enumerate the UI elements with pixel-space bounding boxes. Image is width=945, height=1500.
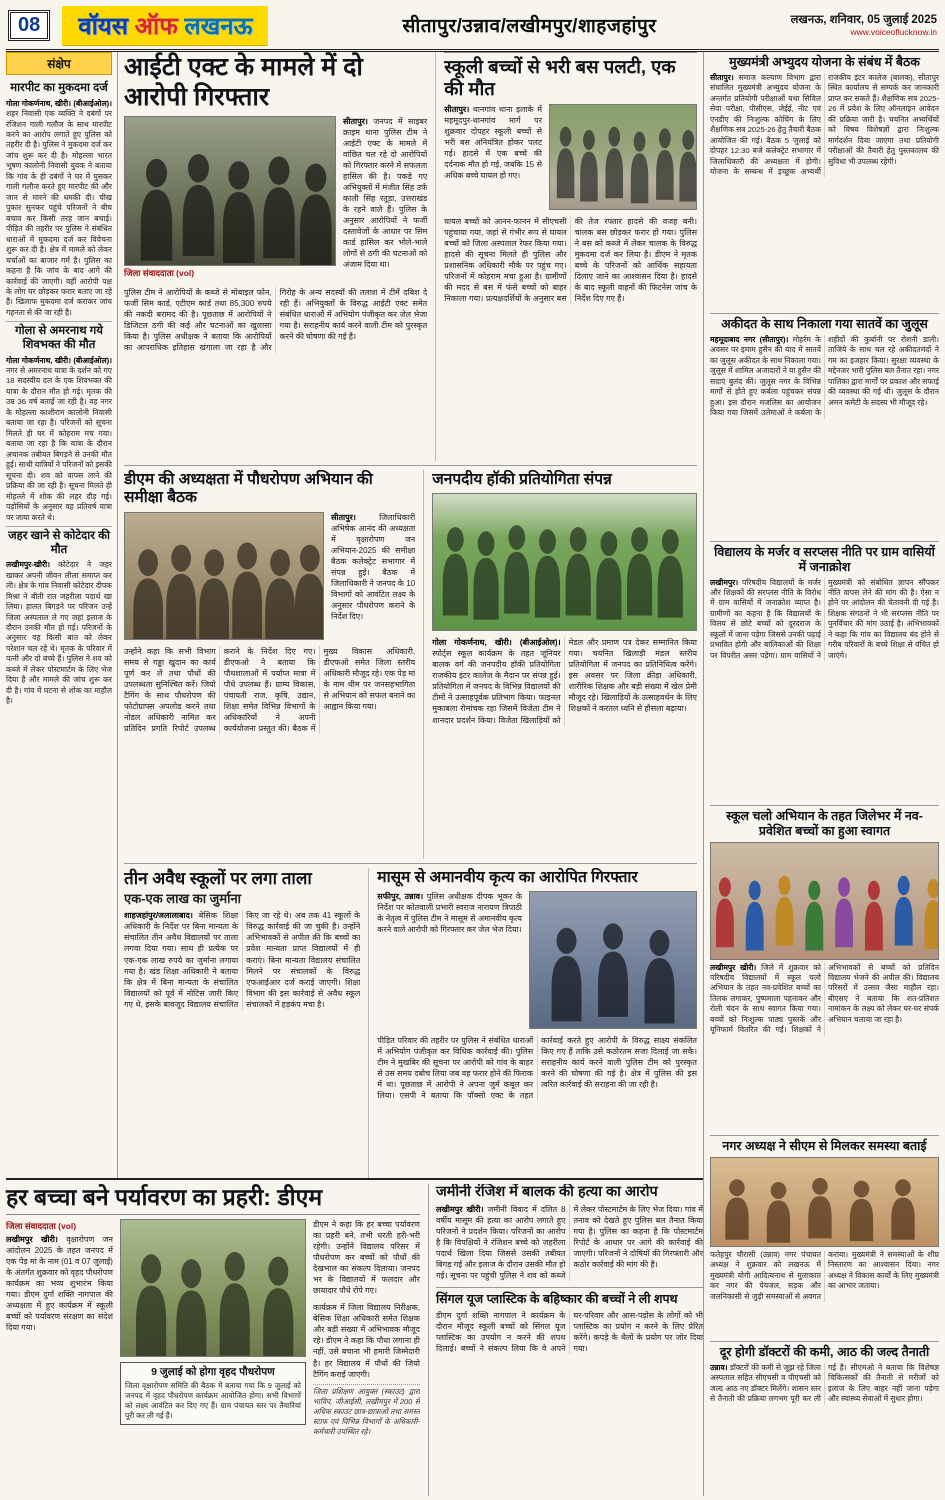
article-body-rest: पीड़ित परिवार की तहरीर पर पुलिस ने संबंधित धाराओं में अभियोग पंजीकृत कर विधिक कार्रवाई की। पुलिस टीम ने मुखबिर की सूचना पर आरोपी को गांव के बाहर से उस समय दबोच लिया जब वह फरार होने की फिराक में था। पूछताछ में आरोपी ने अपना जुर्म कबूल कर लिया। एसपी ने बताया कि पॉक्सो एक्ट के तहत कार्रवाई करते हुए आरोपी के विरुद्ध साक्ष्य संकलित किए गए हैं ताकि उसे कठोरतम सजा दिलाई जा सके। सराहनीय कार्य करने वाली पुलिस टीम को पुरस्कृत करने की घोषणा की गई है। क्षेत्र में पुलिस की इस त्वरित कार्रवाई की सराहना की जा रही है। (377, 1036, 697, 1101)
article-subhead: एक-एक लाख का जुर्माना (124, 891, 242, 907)
edition-region-line: सीतापुर/उन्नाव/लखीमपुर/शाहजहांपुर (402, 16, 657, 37)
article-body-rest: उन्होंने कहा कि सभी विभाग समय से गड्ढा खुदान का कार्य पूर्ण कर लें तथा पौधों की उपलब्धता सुनिश्चित करें। जियो टैगिंग के साथ पौधरोपण की फोटोग्राफ्स अपलोड करने तथा नोडल अधिकारी नामित कर प्रतिदिन प्रगति रिपोर्ट उपलब्ध कराने के निर्देश दिए गए। डीएफओ ने बताया कि पौधशालाओं में पर्याप्त मात्रा में पौधे उपलब्ध हैं। ग्राम्य विकास, पंचायती राज, कृषि, उद्यान, शिक्षा समेत विभिन्न विभागों के अधिकारियों ने अपनी कार्ययोजना प्रस्तुत की। बैठक में मुख्य विकास अधिकारी, डीएफओ समेत जिला स्तरीय अधिकारी मौजूद रहे। एक पेड़ मां के नाम थीम पर जनसहभागिता से अभियान को सफल बनाने का आह्वान किया गया। (124, 646, 416, 733)
masthead-word-3: लखनऊ (184, 12, 253, 40)
crowd-silhouette-graphic (530, 919, 696, 1028)
brief-headline: गोला से अमरनाथ गये शिवभक्त की मौत (15, 325, 103, 351)
article-body: जिले में शुक्रवार को परिषदीय विद्यालयों में स्कूल चलो अभियान के तहत नव-प्रवेशित बच्चों का तिलक लगाकर, पुष्पमाला पहनाकर और रोली चंदन के साथ स्वागत किया गया। बच्चों को निःशुल्क पाठ्य पुस्तकें और यूनिफार्म वितरित की गईं। शिक्षकों ने अभिभावकों से बच्चों को प्रतिदिन विद्यालय भेजने की अपील की। विद्यालय परिसरों में उत्सव जैसा माहौल रहा। बीएसए ने बताया कि शत-प्रतिशत नामांकन के लक्ष्य को लेकर घर-घर संपर्क अभियान चलाया जा रहा है। (710, 962, 939, 1035)
article-plastic-boycott-oath (436, 1281, 703, 1354)
article-body: डीएम दुर्गा शक्ति नागपाल ने कार्यक्रम के दौरान मौजूद स्कूली बच्चों को सिंगल यूज प्लास्टिक का उपयोग न करने की शपथ दिलाई। बच्चों ने संकल्प लिया कि वे अपने घर-परिवार और आस-पड़ोस के लोगों को भी प्लास्टिक का प्रयोग न करने के लिए प्रेरित करेंगे। कपड़े के थैलों के प्रयोग पर जोर दिया गया। (435, 1311, 703, 1354)
article-headline: तीन अवैध स्कूलों पर लगा ताला (124, 869, 312, 888)
crowd-silhouette-graphic (711, 1175, 938, 1245)
article-body-rest: पुलिस टीम ने आरोपियों के कब्जे से मोबाइल फोन, फर्जी सिम कार्ड, एटीएम कार्ड तथा 85,300 रुपये की नकदी बरामद की है। पूछताछ में आरोपियों ने डिजिटल ठगी की कई और घटनाओं का खुलासा किया है। पुलिस अधीक्षक ने बताया कि आरोपियों का आपराधिक इतिहास खंगाला जा रहा है और गिरोह के अन्य सदस्यों की तलाश में टीमें दबिश दे रही हैं। अभियुक्तों के विरुद्ध आईटी एक्ट समेत संबंधित धाराओं में अभियोग पंजीकृत कर जेल भेजा गया है। सराहनीय कार्य करने वाली टीम को पुरस्कृत करने की घोषणा की गई है। (124, 288, 428, 353)
dateline: लखीमपुर खीरी। (710, 962, 757, 972)
article-body: बेसिक शिक्षा अधिकारी के निर्देश पर बिना मान्यता के संचालित तीन अवैध विद्यालयों पर ताला लगवा दिया गया। साथ ही प्रत्येक पर एक-एक लाख रुपये का जुर्माना लगाया गया है। खंड शिक्षा अधिकारी ने बताया कि क्षेत्र में बिना मान्यता के संचालित विद्यालयों को पूर्व में नोटिस जारी किए गए थे, इसके बावजूद विद्यालय संचालित किए जा रहे थे। अब तक 41 स्कूलों के विरुद्ध कार्रवाई की जा चुकी है। उन्होंने अभिभावकों से अपील की कि बच्चों का प्रवेश मान्यता प्राप्त विद्यालयों में ही कराएं। बिना मान्यता विद्यालय संचालित मिलने पर संचालकों के विरुद्ध एफआईआर दर्ज कराई जाएगी। शिक्षा विभाग की इस कार्रवाई से अवैध स्कूल संचालकों में हड़कंप मचा है। (124, 911, 361, 1009)
brief-headline: जहर खाने से कोटेदार की मौत (8, 530, 110, 556)
crowd-silhouette-graphic (433, 521, 696, 630)
article-plantation-review-meeting (124, 470, 415, 859)
brief-body: कोटेदार ने जहर खाकर अपनी जीवन लीला समाप्त कर ली। क्षेत्र के गांव निवासी कोटेदार दीपक मिश्रा ने बीती रात जहरीला पदार्थ खा लिया। हालत बिगड़ने पर परिजन उन्हें जिला अस्पताल ले गए जहां इलाज के दौरान उनकी मौत हो गई। परिजनों के अनुसार वह किसी बात को लेकर परेशान चल रहे थे। मृतक के परिवार में पत्नी और दो बच्चे हैं। पुलिस ने शव को कब्जे में लेकर पोस्टमार्टम के लिए भेज दिया है और मामले की जांच शुरू कर दी है। गांव में घटना से शोक का माहौल है। (6, 560, 112, 706)
brief-body: नगर से अमरनाथ यात्रा के दर्शन को गए 18 सदस्यीय दल के एक शिवभक्त की यात्रा के दौरान मौत हो गई। मृतक की उम्र 36 वर्ष बताई जा रही है। वह नगर के मोहल्ला काशीराम कालोनी निवासी बताया जा रहा है। परिजनों को सूचना मिलते ही घर में कोहराम मच गया। बताया जा रहा है कि यात्रा के दौरान अचानक तबीयत बिगड़ने से उनकी मौत हुई। साथी यात्रियों ने परिजनों को इसकी सूचना दी। शव को वापस लाने की प्रक्रिया की जा रही है। सूचना मिलते ही मोहल्ले में शोक की लहर दौड़ गई। पड़ोसियों के अनुसार वह प्रतिवर्ष यात्रा पर जाया करते थे। (6, 366, 112, 522)
children-silhouette-graphic (711, 866, 938, 959)
article-headline: हर बच्चा बने पर्यावरण का प्रहरी: डीएम (6, 1184, 420, 1215)
article-headline: जमीनी रंजिश में बालक की हत्या का आरोप (435, 1184, 658, 1200)
dateline: लखीमपुर-खीरी। (6, 560, 50, 570)
dateline: गोला गोकर्णनाथ, खीरी। (बीआईओल)। (6, 98, 112, 108)
article-headline: दूर होगी डॉक्टरों की कमी, आठ की जल्द तैनाती (719, 1345, 930, 1359)
dateline: सीतापुर। (343, 117, 368, 126)
article-body-lead: जिलाधिकारी अभिषेक आनंद की अध्यक्षता में वृक्षारोपण जन अभियान-2025 की समीक्षा बैठक कलेक्ट्रेट सभागार में संपन्न हुई। बैठक में जिलाधिकारी ने जनपद के 10 विभागों को आवंटित लक्ष्य के अनुसार पौधरोपण कराने के निर्देश दिए। (331, 512, 416, 621)
brief-body: शहर निवासी एक व्यक्ति ने दबंगों पर रंजिशन गाली गलौज के साथ मारपीट करने का आरोप लगाते हुए पुलिस को तहरीर दी है। पुलिस ने मुकदमा दर्ज कर जांच शुरू कर दी है। मोहल्ला भारत भूषण कालोनी निवासी युवक ने बताया कि गांव के ही दबंगों ने घर में घुसकर गाली गलौज करते हुए मारपीट की और जान से मारने की धमकी दी। चीख पुकार सुनकर पहुंचे परिजनों ने बीच बचाव कर किसी तरह जान बचाई। पीड़ित की तहरीर पर पुलिस ने संबंधित धाराओं में मुकदमा दर्ज कर विवेचना शुरू कर दी है। क्षेत्र में मामले को लेकर चर्चाओं का बाजार गर्म है। पुलिस का कहना है कि जांच के बाद आगे की कार्रवाई की जाएगी। वहीं आरोपी पक्ष के लोग घर छोड़कर फरार बताए जा रहे हैं। खिलाफ मुकदमा दर्ज कराकर जांच गहनता से की जा रही है। (6, 109, 112, 317)
dateline: लखीमपुर खीरी। (435, 1205, 484, 1215)
dateline: गोला गोकर्णनाथ, खीरी। (बीआईओल)। (432, 638, 561, 648)
article-environment-guardian-dm (6, 1184, 420, 1496)
photo-meeting-with-chief-minister (710, 1157, 939, 1247)
article-illegal-schools-sealed (124, 868, 360, 1178)
date-block (791, 13, 937, 38)
article-district-hockey-competition (423, 470, 697, 859)
article-body: डॉक्टरों की कमी से जूझ रहे जिला अस्पताल सहित सीएचसी व पीएचसी को जल्द आठ नए डॉक्टर मिलेंगे। शासन स्तर से तैनाती की प्रक्रिया लगभग पूरी कर ली गई है। सीएमओ ने बताया कि विशेषज्ञ चिकित्सकों की तैनाती से मरीजों को इलाज के लिए बाहर नहीं जाना पड़ेगा और स्वास्थ्य सेवाओं में सुधार होगा। (710, 1362, 939, 1404)
right-column (703, 52, 939, 1496)
crowd-silhouette-graphic (125, 538, 323, 639)
crowd-silhouette-graphic (125, 147, 335, 265)
article-body: समाज कल्याण विभाग द्वारा संचालित मुख्यमंत्री अभ्युदय योजना के अन्तर्गत प्रतियोगी परीक्षाओं यथा सिविल सेवा परीक्षा, पीसीएस, जेईई, नीट एवं एनडीए की निःशुल्क कोचिंग के लिए शैक्षणिक सत्र 2025-26 हेतु तैयारी बैठक आयोजित की गई। बैठक 5 जुलाई को दोपहर 12:30 बजे कलेक्ट्रेट सभागार में जिलाधिकारी की अध्यक्षता में होगी। योजना के सम्बन्ध में इच्छुक अभ्यर्थी राजकीय इंटर कालेज (बालक), सीतापुर स्थित कार्यालय से सम्पर्क कर जानकारी प्राप्त कर सकते हैं। शैक्षणिक सत्र 2025-26 में प्रवेश के लिए ऑनलाइन आवेदन की प्रक्रिया जारी है। चयनित अभ्यर्थियों को विषय विशेषज्ञों द्वारा निःशुल्क मार्गदर्शन दिया जाएगा तथा प्रतियोगी परीक्षाओं की तैयारी हेतु पुस्तकालय की सुविधा भी उपलब्ध रहेगी। (710, 72, 939, 176)
sub-article-body: जिला वृक्षारोपण समिति की बैठक में बताया गया कि 9 जुलाई को जनपद में वृहद पौधरोपण कार्यक्रम आयोजित होगा। सभी विभागों को लक्ष्य आवंटित कर दिए गए हैं। ग्राम पंचायत स्तर पर तैयारियां पूरी कर ली गई हैं। (124, 1380, 301, 1421)
article-headline: विद्यालय के मर्जर व सरप्लस नीति पर ग्राम वासियों में जनाक्रोश (714, 545, 935, 574)
article-body: फतेहपुर चौरासी (उन्नाव) नगर पंचायत अध्यक्ष ने शुक्रवार को लखनऊ में मुख्यमंत्री योगी आदित्यनाथ से मुलाकात कर नगर की पेयजल, सड़क और जलनिकासी से जुड़ी समस्याओं से अवगत कराया। मुख्यमंत्री ने समस्याओं के शीघ्र निस्तारण का आश्वासन दिया। नगर अध्यक्ष ने विकास कार्यों के लिए मुख्यमंत्री का आभार जताया। (710, 1249, 939, 1301)
page-number: 08 (8, 10, 50, 41)
dateline: महमूदाबाद नगर (सीतापुर)। (710, 334, 789, 344)
photo-police-with-arrested-man (529, 891, 697, 1029)
article-body-lead: जनपद में साइबर क्राइम थाना पुलिस टीम ने आईटी एक्ट के मामले में वांछित चल रहे दो आरोपियों को गिरफ्तार करने में सफलता हासिल की है। पकड़े गए अभियुक्तों में मंजीत सिंह उर्फ काली सिंह रतूड़ा, उत्तराखंड के रहने वाले हैं। पुलिस के अनुसार आरोपियों ने फर्जी दस्तावेजों के आधार पर सिम कार्ड हासिल कर भोले-भाले लोगों से ठगी की घटनाओं को अंजाम दिया था। (343, 117, 428, 270)
article-headline: सिंगल यूज प्लास्टिक के बहिष्कार की बच्चों ने ली शपथ (436, 1287, 703, 1307)
crowd-silhouette-graphic (121, 1247, 305, 1356)
brief-article-kotedar-death (6, 527, 112, 710)
article-headline: जनपदीय हॉकी प्रतियोगिता संपन्न (432, 471, 612, 488)
dateline: सीतापुर। (710, 72, 734, 82)
sub-article-mass-plantation-9-july (120, 1362, 306, 1425)
article-land-dispute-child-murder (436, 1184, 703, 1281)
dateline: सीतापुर। (444, 104, 470, 114)
dateline: लखीमपुर। (710, 577, 739, 587)
photo-dm-planting-sapling (120, 1219, 306, 1357)
brief-article-pilgrim-death (6, 322, 112, 527)
byline: जिला संवाददाता (vol) (6, 1221, 77, 1232)
article-body-lead: पुलिस अधीक्षक दीपक भूकर के निर्देश पर कोतवाली प्रभारी स्वराज नारायण त्रिपाठी के नेतृत्व में पुलिस टीम ने मासूम से अमानवीय कृत्य करने वाले आरोपी को गिरफ्तार कर जेल भेज दिया। (377, 892, 523, 935)
article-abhyuday-yojana-meeting (710, 52, 939, 314)
article-school-merger-protest (710, 542, 939, 806)
dateline: सीतापुर। (331, 512, 356, 522)
newspaper-masthead (62, 6, 268, 45)
date-line: लखनऊ, शनिवार, 05 जुलाई 2025 (790, 13, 937, 26)
article-headline: स्कूल चलो अभियान के तहत जिलेभर में नव-प्रवेशित बच्चों का हुआ स्वागत (726, 809, 923, 838)
page-header (6, 4, 939, 52)
article-body-rest: कार्यक्रम में जिला विद्यालय निरीक्षक, बेसिक शिक्षा अधिकारी समेत शिक्षक और बड़ी संख्या में अभिभावक मौजूद रहे। डीएम ने कहा कि पौधा लगाना ही नहीं, उसे बचाना भी हमारी जिम्मेदारी है। हर विद्यालय में पौधों की जियो टैगिंग कराई जाएगी। (312, 1303, 420, 1379)
masthead-word-2: ऑफ (134, 12, 178, 40)
article-body: मोहर्रम के अवसर पर इमाम हुसैन की याद में सातवें का जुलूस अकीदत के साथ निकाला गया। जुलूस में शामिल अजादारों ने या हुसैन की सदाएं बुलंद कीं। जुलूस नगर के विभिन्न मार्गों से होते हुए कर्बला पहुंचकर संपन्न हुआ। इस दौरान मजलिस का आयोजन किया गया जिसमें उलेमाओं ने कर्बला के शहीदों की कुर्बानी पर रोशनी डाली। ताजिये के साथ चल रहे अकीदतमंदों ने गम का इजहार किया। सुरक्षा व्यवस्था के मद्देनजर भारी पुलिस बल तैनात रहा। नगर पालिका द्वारा मार्गों पर प्रकाश और सफाई की व्यवस्था की गई थी। जुलूस के दौरान अमन कमेटी के सदस्य भी मौजूद रहे। (710, 334, 939, 418)
article-headline: आईटी एक्ट के मामले में दो आरोपी गिरफ्तार (124, 53, 363, 111)
dateline: उन्नाव। (710, 1362, 728, 1372)
byline: जिला संवाददाता (vol) (124, 268, 195, 278)
dateline: सफीपुर, उन्नाव। (377, 892, 424, 902)
article-school-bus-accident (435, 52, 697, 461)
article-body: परिषदीय विद्यालयों के मर्जर और शिक्षकों की सरप्लस नीति के विरोध में ग्राम वासियों में जनाक्रोश व्याप्त है। ग्रामीणों का कहना है कि विद्यालयों के विलय से छोटे बच्चों को दूरदराज के स्कूलों में जाना पड़ेगा जिससे उनकी पढ़ाई प्रभावित होगी और बालिकाओं की शिक्षा पर विपरीत असर पड़ेगा। ग्राम वासियों ने मुख्यमंत्री को संबोधित ज्ञापन सौंपकर नीति वापस लेने की मांग की है। ऐसा न होने पर आंदोलन की चेतावनी दी गई है। शिक्षक संगठनों ने भी सरप्लस नीति पर पुनर्विचार की मांग उठाई है। अभिभावकों ने कहा कि गांव का विद्यालय बंद होने से गरीब परिवारों के बच्चे शिक्षा से वंचित हो जाएंगे। (710, 577, 939, 660)
photo-accident-site-crowd (549, 104, 697, 210)
article-body: स्पोर्ट्स स्कूल कार्यक्रम के तहत जूनियर बालक वर्ग की जनपदीय हॉकी प्रतियोगिता राजकीय इंटर कालेज के मैदान पर संपन्न हुई। प्रतियोगिता में जनपद के विभिन्न विद्यालयों की टीमों ने उत्साहपूर्वक प्रतिभाग किया। फाइनल मुकाबला रोमांचक रहा जिसमें विजेता टीम ने शानदार प्रदर्शन किया। विजेता खिलाड़ियों को मेडल और प्रमाण पत्र देकर सम्मानित किया गया। चयनित खिलाड़ी मंडल स्तरीय प्रतियोगिता में जनपद का प्रतिनिधित्व करेंगे। इस अवसर पर जिला क्रीड़ा अधिकारी, शारीरिक शिक्षक और बड़ी संख्या में खेल प्रेमी मौजूद रहे। खिलाड़ियों के उत्साहवर्धन के लिए शिक्षकों ने करतल ध्वनि से हौसला बढ़ाया। (432, 638, 697, 725)
article-headline: मुख्यमंत्री अभ्युदय योजना के संबंध में बैठक (729, 55, 920, 69)
article-headline: मासूम से अमानवीय कृत्य का आरोपित गिरफ्तार (377, 869, 638, 886)
briefs-column (6, 52, 118, 1178)
website-url: www.voiceoflucknow.in (850, 26, 937, 37)
masthead-word-1: वॉयस (78, 12, 128, 40)
article-it-act-arrests (124, 52, 427, 461)
photo-officials-review-meeting (124, 512, 324, 640)
dateline: लखीमपुर खीरी। (6, 1235, 58, 1245)
scout-camp-note: जिला प्रशिक्षण आयुक्त (स्काउट) द्वारा भाविप, जीआईसी, लखीमपुर में 200 से अधिक स्काउट छात्र-छात्राओं तथा समस्त स्टाफ एवं विभिन्न विभागों के अधिकारी-कर्मचारी उपस्थित रहे। (313, 1384, 420, 1437)
article-muharram-procession (710, 314, 939, 542)
main-articles-area (118, 52, 703, 1178)
article-body-mid: डीएम ने कहा कि हर बच्चा पर्यावरण का प्रहरी बने, तभी धरती हरी-भरी रहेगी। उन्होंने विद्यालय परिसर में पौधरोपण कर बच्चों को पौधों की देखभाल का संकल्प दिलाया। जनपद भर के विद्यालयों में फलदार और छायादार पौधे रोपे गए। (312, 1220, 420, 1296)
article-headline: नगर अध्यक्ष ने सीएम से मिलकर समस्या बताई (722, 1139, 927, 1153)
brief-headline: मारपीट का मुकदमा दर्ज (10, 82, 108, 94)
briefs-section-label: संक्षेप (6, 52, 112, 75)
crowd-silhouette-graphic (550, 125, 696, 208)
article-school-chalo-welcome (710, 806, 939, 1136)
article-headline: स्कूली बच्चों से भरी बस पलटी, एक की मौत (444, 52, 697, 100)
band-right-cluster (428, 1184, 703, 1496)
article-headline: अकीदत के साथ निकाला गया सातवें का जुलूस (721, 317, 928, 331)
article-doctors-shortage-posting (710, 1342, 939, 1496)
brief-article-assault-case (6, 79, 112, 322)
photo-police-with-arrested-accused (124, 116, 336, 266)
dateline: शाहजहांपुर/जलालाबाद। (124, 911, 193, 921)
article-body: जमीनी विवाद में दलित 8 वर्षीय मासूम की हत्या का आरोप लगाते हुए परिजनों ने प्रदर्शन किया। परिजनों का आरोप है कि विपक्षियों ने रंजिशन बच्चे को जहरीला पदार्थ खिला दिया जिससे उसकी तबीयत बिगड़ गई और इलाज के दौरान उसकी मौत हो गई। सूचना पर पहुंची पुलिस ने शव को कब्जे में लेकर पोस्टमार्टम के लिए भेज दिया। गांव में तनाव को देखते हुए पुलिस बल तैनात किया गया है। पुलिस का कहना है कि पोस्टमार्टम रिपोर्ट के आधार पर आगे की कार्रवाई की जाएगी। परिजनों ने दोषियों की गिरफ्तारी और कठोर कार्रवाई की मांग की है। (435, 1205, 703, 1281)
article-inhuman-act-accused-arrested (368, 868, 697, 1178)
article-cm-meeting-town-chief (710, 1136, 939, 1342)
article-body-lead: थानगांव थाना इलाके में महमूदपुर-थानगांव मार्ग पर शुक्रवार दोपहर स्कूली बच्चों से भरी बस अनियंत्रित होकर पलट गई। हादसे में एक बच्चे की दर्दनाक मौत हो गई, जबकि 15 से अधिक बच्चे घायल हो गए। (444, 104, 542, 180)
page-content (6, 52, 939, 1496)
bottom-band (6, 1178, 703, 1496)
article-body-rest: घायल बच्चों को आनन-फानन में सीएचसी पहुंचाया गया, जहां से गंभीर रूप से घायल बच्चों को जिला अस्पताल रेफर किया गया। हादसे की सूचना मिलते ही पुलिस और प्रशासनिक अधिकारी मौके पर पहुंच गए। परिजनों में कोहराम मचा हुआ है। ग्रामीणों की मदद से बस में फंसे बच्चों को बाहर निकाला गया। प्रत्यक्षदर्शियों के अनुसार बस की तेज रफ्तार हादसे की वजह बनी। चालक बस छोड़कर फरार हो गया। पुलिस ने बस को कब्जे में लेकर चालक के विरुद्ध मुकदमा दर्ज कर लिया है। डीएम ने मृतक बच्चे के परिजनों को आर्थिक सहायता दिलाए जाने का आश्वासन दिया है। हादसे के बाद स्कूली वाहनों की फिटनेस जांच के निर्देश दिए गए हैं। (444, 216, 697, 303)
article-body-lead: वृक्षारोपण जन आंदोलन 2025 के तहत जनपद में एक पेड़ मां के नाम (01 व 07 जुलाई) के अंतर्गत शुक्रवार को वृहद पौधरोपण कार्यक्रम का भव्य शुभारंभ किया गया। डीएम दुर्गा शक्ति नागपाल की अध्यक्षता में हुए कार्यक्रम में स्कूली बच्चों को पर्यावरण संरक्षण का संदेश दिया गया। (6, 1235, 113, 1333)
article-headline: डीएम की अध्यक्षता में पौधरोपण अभियान की समीक्षा बैठक (124, 471, 373, 507)
sub-article-headline: 9 जुलाई को होगा वृहद पौधरोपण (151, 1366, 275, 1379)
photo-hockey-teams-on-field (432, 493, 697, 631)
dateline: गोला गोकर्णनाथ, खीरी। (बीआईओल)। (6, 355, 112, 365)
photo-new-admitted-children-group (710, 842, 939, 960)
